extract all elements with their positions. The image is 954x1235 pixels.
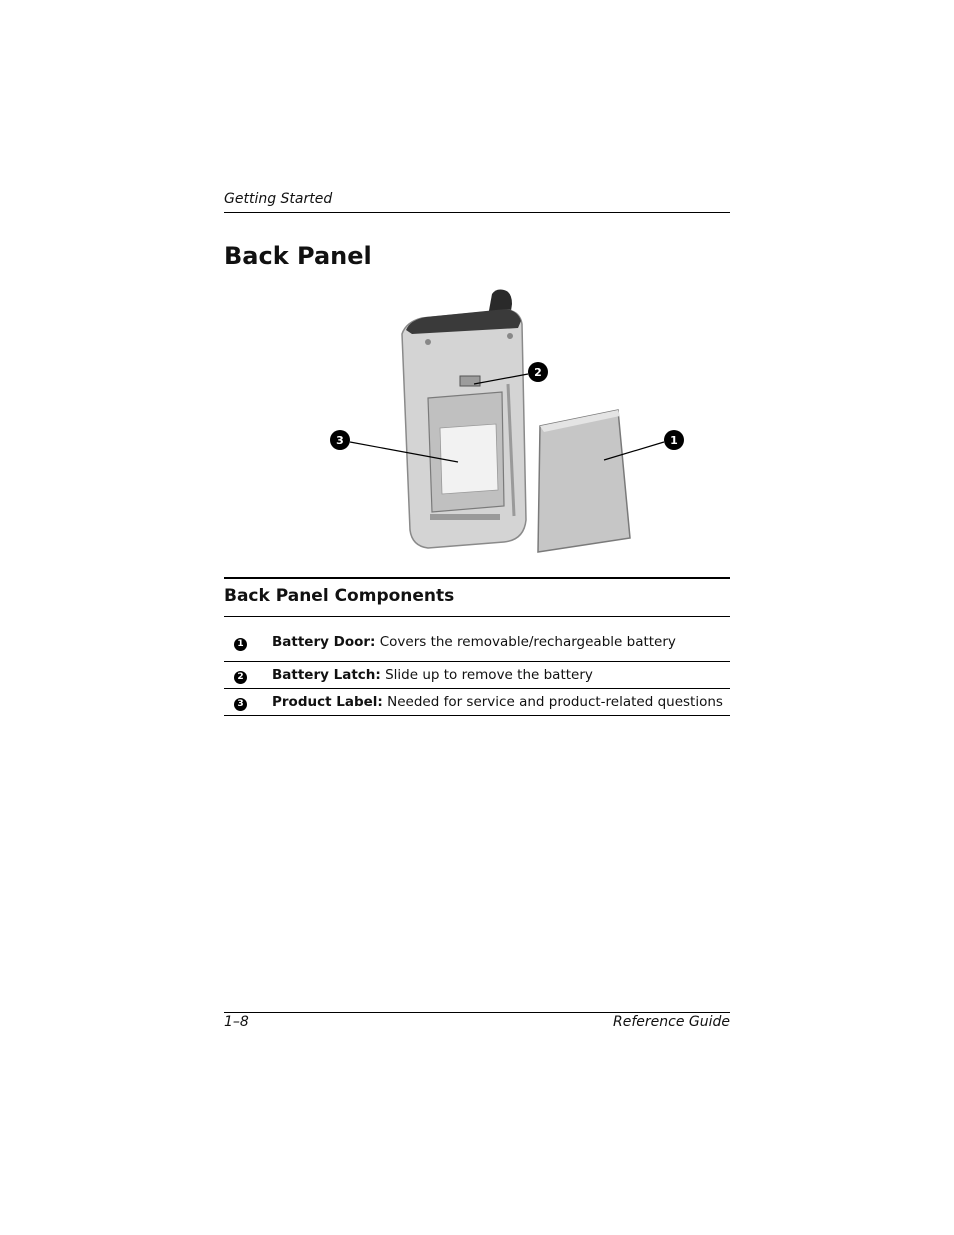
battery-door-shape	[538, 410, 630, 552]
component-label: Product Label:	[272, 694, 383, 710]
running-head: Getting Started	[224, 191, 333, 207]
component-description: Covers the removable/rechargeable battery	[375, 634, 676, 650]
page-number: 1–8	[224, 1014, 249, 1030]
footer-rule	[224, 1012, 730, 1013]
svg-text:2: 2	[534, 366, 542, 379]
component-description: Slide up to remove the battery	[380, 667, 593, 683]
battery-latch-shape	[460, 376, 480, 386]
footer-title: Reference Guide	[613, 1014, 730, 1030]
marker-2: 2	[234, 671, 247, 684]
component-label: Battery Latch:	[272, 667, 381, 683]
section-rule	[224, 577, 730, 579]
section-title: Back Panel Components	[224, 586, 455, 606]
svg-text:1: 1	[670, 434, 678, 447]
table-row	[224, 617, 730, 662]
component-description: Needed for service and product-related questions	[382, 694, 723, 710]
header-rule	[224, 212, 730, 213]
bottom-connector	[430, 514, 500, 520]
component-label: Battery Door:	[272, 634, 376, 650]
components-table	[224, 616, 730, 716]
callout-1	[664, 430, 684, 450]
table-row	[224, 662, 730, 689]
product-label-shape	[440, 424, 498, 494]
device-illustration	[318, 284, 698, 556]
callout-2	[528, 362, 548, 382]
page-title: Back Panel	[224, 242, 372, 270]
back-panel-figure	[318, 284, 698, 556]
svg-text:3: 3	[336, 434, 344, 447]
callout-3	[330, 430, 350, 450]
marker-3: 3	[234, 698, 247, 711]
table-row	[224, 689, 730, 716]
marker-1: 1	[234, 638, 247, 651]
